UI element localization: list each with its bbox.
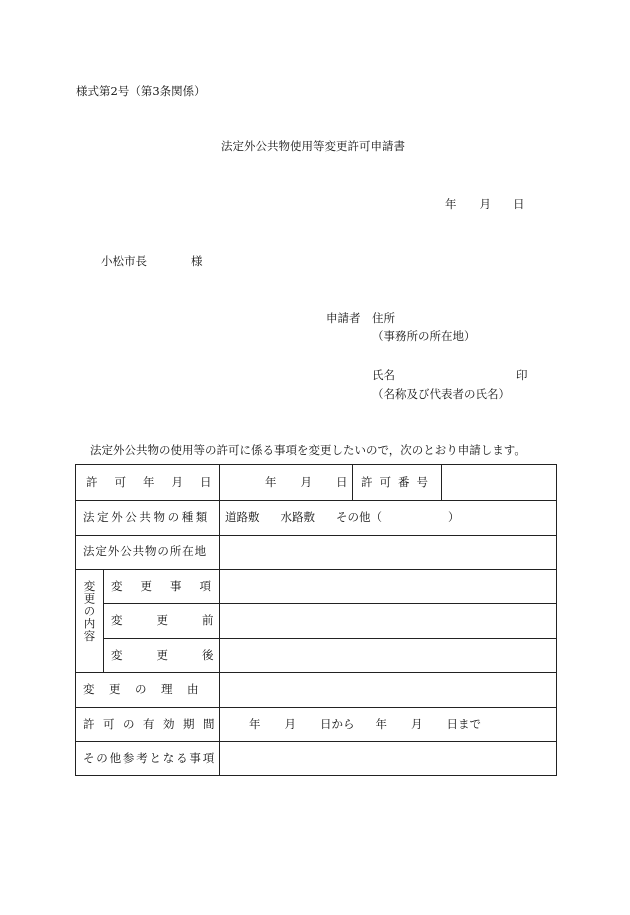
document-title: 法定外公共物使用等変更許可申請書 [221,139,405,153]
reason-field[interactable] [221,674,555,705]
column-divider [352,465,353,500]
permit-day: 日 [336,475,348,489]
validity-to-day: 日まで [446,717,481,731]
date-day: 日 [513,197,525,211]
intro-text: 法定外公共物の使用等の許可に係る事項を変更したいので，次のとおり申請します。 [90,443,526,457]
row-divider [76,500,556,501]
validity-value[interactable] [249,719,481,731]
row-divider [76,535,556,536]
column-divider [103,569,104,672]
address-label: 住所 [372,311,395,325]
addressee [101,256,203,268]
row-divider [76,672,556,673]
change-item-field[interactable] [221,571,555,601]
row-divider [76,707,556,708]
permit-number-label: 許可番号 [361,475,435,489]
addressee-honorific: 様 [191,254,203,268]
change-item-label: 変更事項 [111,579,229,593]
date-year: 年 [445,197,457,211]
kind-other-close: ） [448,510,460,524]
row-divider [103,638,556,639]
permit-number-field[interactable] [443,467,555,498]
validity-from-day: 日から [320,717,355,731]
permit-date-label [86,475,229,489]
address-note: （事務所の所在地） [372,329,476,343]
kind-water: 水路敷 [280,510,315,524]
form-number: 様式第2号（第3条関係） [76,84,206,98]
applicant-label: 申請者 [326,311,361,325]
name-label: 氏名 [372,368,395,382]
other-label: その他参考となる事項 [83,751,216,765]
change-group-label: 変更の内容 [82,580,97,643]
kind-label: 法定外公共物の種類 [83,510,210,524]
permit-month: 月 [300,475,312,489]
before-field[interactable] [221,605,555,636]
row-divider [76,741,556,742]
validity-label: 許可の有効期間 [83,717,223,731]
kind-other: その他（ [336,510,382,524]
validity-to-year: 年 [375,717,387,731]
before-label: 変更前 [111,613,248,627]
after-field[interactable] [221,640,555,670]
seal-mark: 印 [516,368,528,382]
date-month: 月 [479,197,491,211]
row-divider [76,569,556,570]
label-text: 許可年月日 [86,475,229,489]
application-form-table [75,464,557,776]
permit-date-value[interactable] [265,477,348,489]
name-note: （名称及び代表者の氏名） [372,387,510,401]
kind-road: 道路敷 [225,510,260,524]
after-label: 変更後 [111,648,248,662]
addressee-name: 小松市長 [101,254,147,268]
other-field[interactable] [221,743,555,773]
kind-options[interactable] [225,512,460,524]
location-field[interactable] [221,537,555,567]
location-label: 法定外公共物の所在地 [83,544,207,558]
column-divider [441,465,442,500]
validity-to-month: 月 [411,717,423,731]
permit-year: 年 [265,475,277,489]
validity-from-year: 年 [249,717,261,731]
validity-from-month: 月 [284,717,296,731]
reason-label: 変更の理由 [83,682,213,696]
application-date [445,199,525,211]
row-divider [103,603,556,604]
